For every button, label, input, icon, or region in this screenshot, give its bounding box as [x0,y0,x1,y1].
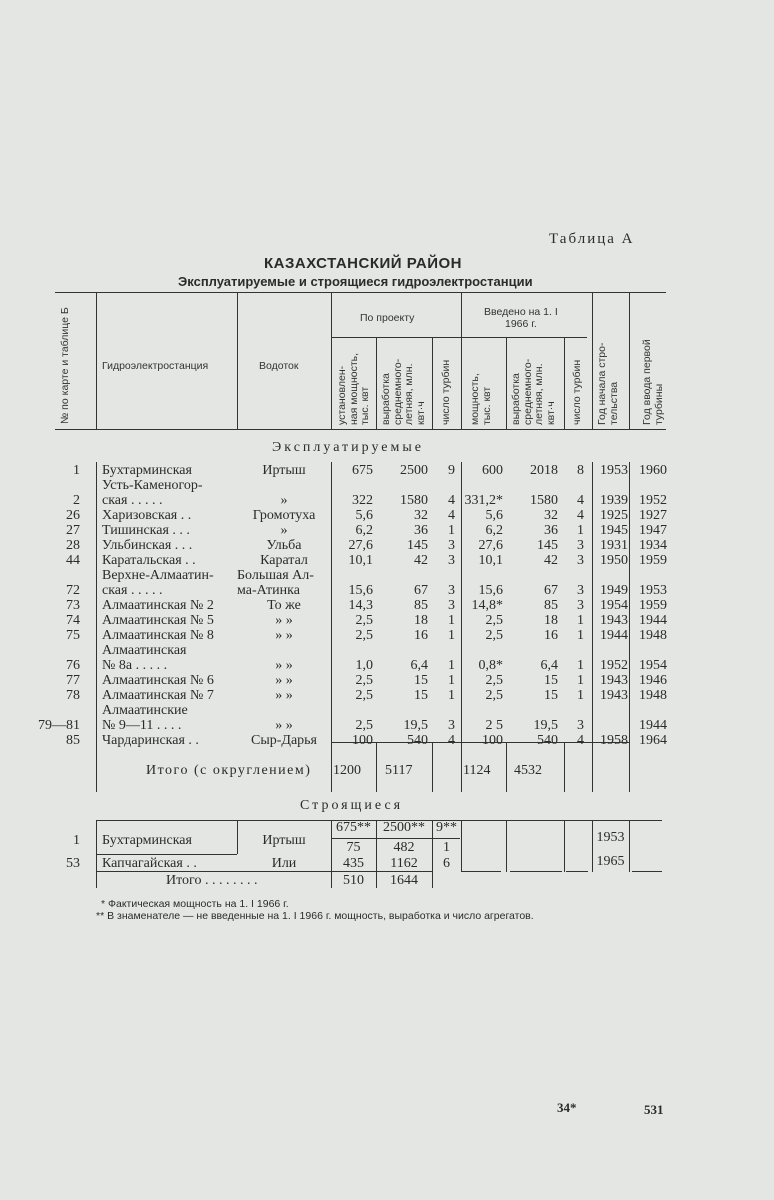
value-io: 18 [544,613,558,628]
value-ys: 1950 [600,553,628,568]
header-divider [376,337,377,429]
value-yf: 1944 [639,613,667,628]
value-yf: 1964 [639,733,667,748]
header-line: мощность, [469,373,481,425]
header-line: Год ввода первой [641,339,653,425]
value-io: 6,4 [540,658,558,673]
value-io: 67 [544,583,558,598]
c1-river: Иртыш [262,833,306,848]
header-divider [564,337,565,429]
value-io: 36 [544,523,558,538]
value-yf: 1959 [639,598,667,613]
river-name: » [280,493,288,508]
value-po: 32 [414,508,428,523]
value-yf: 1954 [639,658,667,673]
c2-name: Капчагайская . . [102,856,197,871]
value-pc: 322 [352,493,373,508]
value-po: 42 [414,553,428,568]
header-line: среднемного- [521,358,534,425]
value-ys: 1949 [600,583,628,598]
header-line: тыс. квт [359,386,371,425]
river-name: Каратал [260,553,308,568]
station-name: № 8а . . . . . [102,658,168,673]
footnote-2: ** В знаменателе — не введенные на 1. I 1966 г. мощность, выработка и число агрегатов. [96,910,534,922]
row-num: 73 [66,598,80,613]
row-num: 44 [66,553,80,568]
value-ic: 5,6 [485,508,503,523]
river-name: » » [275,658,293,673]
header-line: летняя, млн. [403,363,415,425]
value-ys: 1931 [600,538,628,553]
row-num: 1 [73,463,80,478]
value-ic: 600 [482,463,503,478]
value-pt: 3 [448,598,455,613]
value-po: 85 [414,598,428,613]
section-operating: Эксплуатируемые [272,440,424,455]
value-po: 36 [414,523,428,538]
value-ys: 1943 [600,688,628,703]
value-io: 540 [537,733,558,748]
dash [632,871,662,872]
c1-pt-den: 1 [443,840,450,855]
c1-name: Бухтарминская [102,833,192,848]
station-name: ская . . . . . [102,583,163,598]
header-divider [629,292,630,429]
header-line: Год начала стро- [596,342,608,425]
value-io: 15 [544,673,558,688]
value-it: 1 [577,658,584,673]
region-title: КАЗАХСТАНСКИЙ РАЙОН [264,255,463,272]
value-yf: 1953 [639,583,667,598]
header-divider [331,292,332,429]
river-name: » » [275,628,293,643]
value-ys: 1943 [600,673,628,688]
value-pc: 15,6 [348,583,373,598]
body-divider [461,820,462,872]
value-po: 1580 [400,493,428,508]
value-po: 67 [414,583,428,598]
value-pc: 5,6 [355,508,373,523]
c2-river: Или [271,856,297,871]
footnote-1: * Фактическая мощность на 1. I 1966 г. [101,898,289,910]
value-io: 32 [544,508,558,523]
value-pt: 3 [448,583,455,598]
value-io: 1580 [530,493,558,508]
value-pc: 6,2 [355,523,373,538]
value-po: 16 [414,628,428,643]
header-line: квт·ч [414,401,427,425]
body-divider [376,742,377,792]
value-pc: 27,6 [348,538,373,553]
value-yf: 1944 [639,718,667,733]
value-yf: 1952 [639,493,667,508]
value-ic: 2,5 [485,613,503,628]
construction-total-rule [96,871,432,872]
c2-num: 53 [66,856,80,871]
fraction-bar [331,838,460,839]
station-name: Алмаатинская № 7 [102,688,214,703]
c1-pc-num: 675** [336,820,371,835]
station-name: Алмаатинская [102,643,187,658]
value-ic: 2,5 [485,673,503,688]
river-name: » » [275,718,293,733]
value-pt: 4 [448,493,455,508]
value-ic: 6,2 [485,523,503,538]
body-divider [564,820,565,872]
c1-po-den: 482 [393,840,415,855]
header-bottom-rule [55,429,666,430]
value-io: 16 [544,628,558,643]
row-num: 85 [66,733,80,748]
operating-total-label: Итого (с округлением) [146,763,312,778]
row-num: 76 [66,658,80,673]
header-line: квт·ч [544,401,557,425]
value-io: 42 [544,553,558,568]
value-yf: 1948 [639,688,667,703]
station-name: Каратальская . . [102,553,196,568]
header-line: летняя, млн. [533,363,545,425]
value-pc: 10,1 [348,553,373,568]
construction-total-label: Итого . . . . . . . . [166,873,258,888]
row-num: 79—81 [38,718,80,733]
header-num [60,307,72,424]
station-name: Алмаатинские [102,703,188,718]
station-name: Алмаатинская № 2 [102,598,214,613]
value-ys: 1944 [600,628,628,643]
row-num: 75 [66,628,80,643]
value-it: 1 [577,673,584,688]
value-pc: 2,5 [355,673,373,688]
value-po: 145 [407,538,428,553]
header-line: среднемного- [391,358,404,425]
body-divider [629,820,630,872]
header-year-first [642,339,665,425]
value-ys: 1945 [600,523,628,538]
value-po: 540 [407,733,428,748]
value-pt: 3 [448,538,455,553]
value-io: 19,5 [533,718,558,733]
value-it: 4 [577,508,584,523]
value-yf: 1934 [639,538,667,553]
construction-total-pc: 510 [343,873,364,888]
value-ic: 2,5 [485,628,503,643]
total-intr-capacity: 1124 [463,763,491,778]
river-name: Громотуха [252,508,316,523]
station-name: Алмаатинская № 5 [102,613,214,628]
value-pt: 1 [448,673,455,688]
station-name: ская . . . . . [102,493,163,508]
value-pt: 1 [448,688,455,703]
value-ic: 15,6 [478,583,503,598]
header-intr-output [511,359,557,425]
value-ic: 27,6 [478,538,503,553]
value-yf: 1927 [639,508,667,523]
value-po: 15 [414,673,428,688]
table-top-rule [55,292,666,293]
value-pt: 1 [448,613,455,628]
value-ys: 1925 [600,508,628,523]
header-line: установлен- [336,365,348,425]
station-name: Алмаатинская № 6 [102,673,214,688]
value-yf: 1948 [639,628,667,643]
river-name: Большая Ал- [237,568,314,583]
value-it: 1 [577,613,584,628]
value-pc: 2,5 [355,613,373,628]
value-ic: 0,8* [478,658,503,673]
river-name: То же [267,598,301,613]
value-ic: 331,2* [464,493,503,508]
value-ic: 100 [482,733,503,748]
river-name: Ульба [266,538,302,553]
station-name: Бухтарминская [102,463,192,478]
row-rule [96,854,237,855]
header-line: турбины [652,383,665,425]
row-num: 72 [66,583,80,598]
station-name: Усть-Каменогор- [102,478,203,493]
value-pt: 1 [448,628,455,643]
header-line: № по карте и таблице Б [59,307,71,424]
c2-year-start: 1965 [596,854,625,869]
value-pc: 2,5 [355,688,373,703]
header-introduced-l2: 1966 г. [505,318,537,330]
header-line: число турбин [440,359,452,425]
value-po: 18 [414,613,428,628]
value-pc: 14,3 [348,598,373,613]
header-year-start [597,343,620,425]
river-name: » » [275,613,293,628]
row-num: 77 [66,673,80,688]
value-yf: 1946 [639,673,667,688]
header-line: число турбин [571,359,583,425]
body-divider [506,820,507,872]
value-it: 8 [577,463,584,478]
dash [510,871,562,872]
header-intr-capacity [470,373,493,425]
header-river: Водоток [259,360,299,372]
header-proj-capacity [337,353,372,425]
row-num: 2 [73,493,80,508]
page-number: 531 [644,1102,664,1117]
header-proj-output [381,359,427,425]
value-ic: 2,5 [485,688,503,703]
table-subtitle: Эксплуатируемые и строящиеся гидроэлектростанции [178,274,533,289]
header-divider [592,292,593,429]
c1-pt-num: 9** [436,820,457,835]
value-io: 2018 [530,463,558,478]
row-num: 27 [66,523,80,538]
river-name: » [280,523,288,538]
header-proj-turbines [441,360,453,425]
station-name: Харизовская . . [102,508,192,523]
value-po: 2500 [400,463,428,478]
row-num: 28 [66,538,80,553]
river-name: ма-Атинка [237,583,300,598]
body-divider [506,742,507,792]
value-pt: 1 [448,658,455,673]
body-divider [96,462,97,792]
header-line: ная мощность, [347,352,360,425]
header-divider [237,292,238,429]
value-yf: 1947 [639,523,667,538]
dash [461,871,501,872]
total-proj-capacity: 1200 [333,763,361,778]
value-ic: 10,1 [478,553,503,568]
value-it: 1 [577,688,584,703]
row-num: 78 [66,688,80,703]
value-it: 1 [577,523,584,538]
station-name: Верхне-Алмаатин- [102,568,214,583]
value-it: 3 [577,583,584,598]
c1-po-num: 2500** [383,820,425,835]
value-pt: 4 [448,508,455,523]
header-introduced-l1: Введено на 1. I [484,306,558,318]
section-construction: Строящиеся [300,798,404,813]
construction-total-po: 1644 [390,873,418,888]
signature-mark: 34* [557,1100,577,1115]
header-intr-turbines [572,360,584,425]
c1-pc-den: 75 [346,840,361,855]
header-project-group: По проекту [360,312,415,324]
total-proj-output: 5117 [385,763,413,778]
value-it: 4 [577,493,584,508]
station-name: Чардаринская . . [102,733,199,748]
group-header-rule [331,337,587,338]
value-pt: 3 [448,553,455,568]
value-yf: 1960 [639,463,667,478]
value-it: 3 [577,553,584,568]
value-io: 15 [544,688,558,703]
row-num: 74 [66,613,80,628]
river-name: Сыр-Дарья [251,733,317,748]
body-divider [432,742,433,792]
table-label: Таблица А [549,231,635,247]
station-name: Алмаатинская № 8 [102,628,214,643]
dash [566,871,588,872]
header-line: выработка [380,373,392,425]
station-name: Тишинская . . . [102,523,190,538]
value-ys: 1939 [600,493,628,508]
c2-po: 1162 [390,856,418,871]
header-station: Гидроэлектростанция [102,360,209,372]
value-pt: 4 [448,733,455,748]
value-ys: 1958 [600,733,628,748]
body-divider [564,742,565,792]
value-it: 3 [577,718,584,733]
value-ys: 1953 [600,463,628,478]
c2-pt: 6 [443,856,450,871]
station-name: Ульбинская . . . [102,538,193,553]
c1-num: 1 [73,833,80,848]
value-yf: 1959 [639,553,667,568]
value-pc: 1,0 [355,658,373,673]
value-po: 15 [414,688,428,703]
value-ic: 2 5 [485,718,503,733]
value-ic: 14,8* [471,598,503,613]
c2-pc: 435 [343,856,364,871]
value-pc: 2,5 [355,718,373,733]
value-it: 4 [577,733,584,748]
value-ys: 1952 [600,658,628,673]
river-name: » » [275,673,293,688]
value-it: 1 [577,628,584,643]
total-intr-output: 4532 [514,763,542,778]
value-ys: 1943 [600,613,628,628]
river-name: Иртыш [262,463,306,478]
c1-year-start: 1953 [596,830,625,845]
row-num: 26 [66,508,80,523]
value-po: 6,4 [410,658,428,673]
header-divider [96,292,97,429]
value-pc: 2,5 [355,628,373,643]
value-pt: 9 [448,463,455,478]
header-divider [432,337,433,429]
value-po: 19,5 [403,718,428,733]
value-ys: 1954 [600,598,628,613]
value-it: 3 [577,538,584,553]
value-pt: 3 [448,718,455,733]
value-pc: 675 [352,463,373,478]
value-pc: 100 [352,733,373,748]
river-name: » » [275,688,293,703]
header-line: тыс. квт [480,386,493,425]
header-line: тельства [607,381,620,425]
header-divider [506,337,507,429]
value-it: 3 [577,598,584,613]
value-io: 85 [544,598,558,613]
value-io: 145 [537,538,558,553]
header-line: выработка [510,373,522,425]
station-name: № 9—11 . . . . [102,718,182,733]
value-pt: 1 [448,523,455,538]
header-divider [461,292,462,429]
